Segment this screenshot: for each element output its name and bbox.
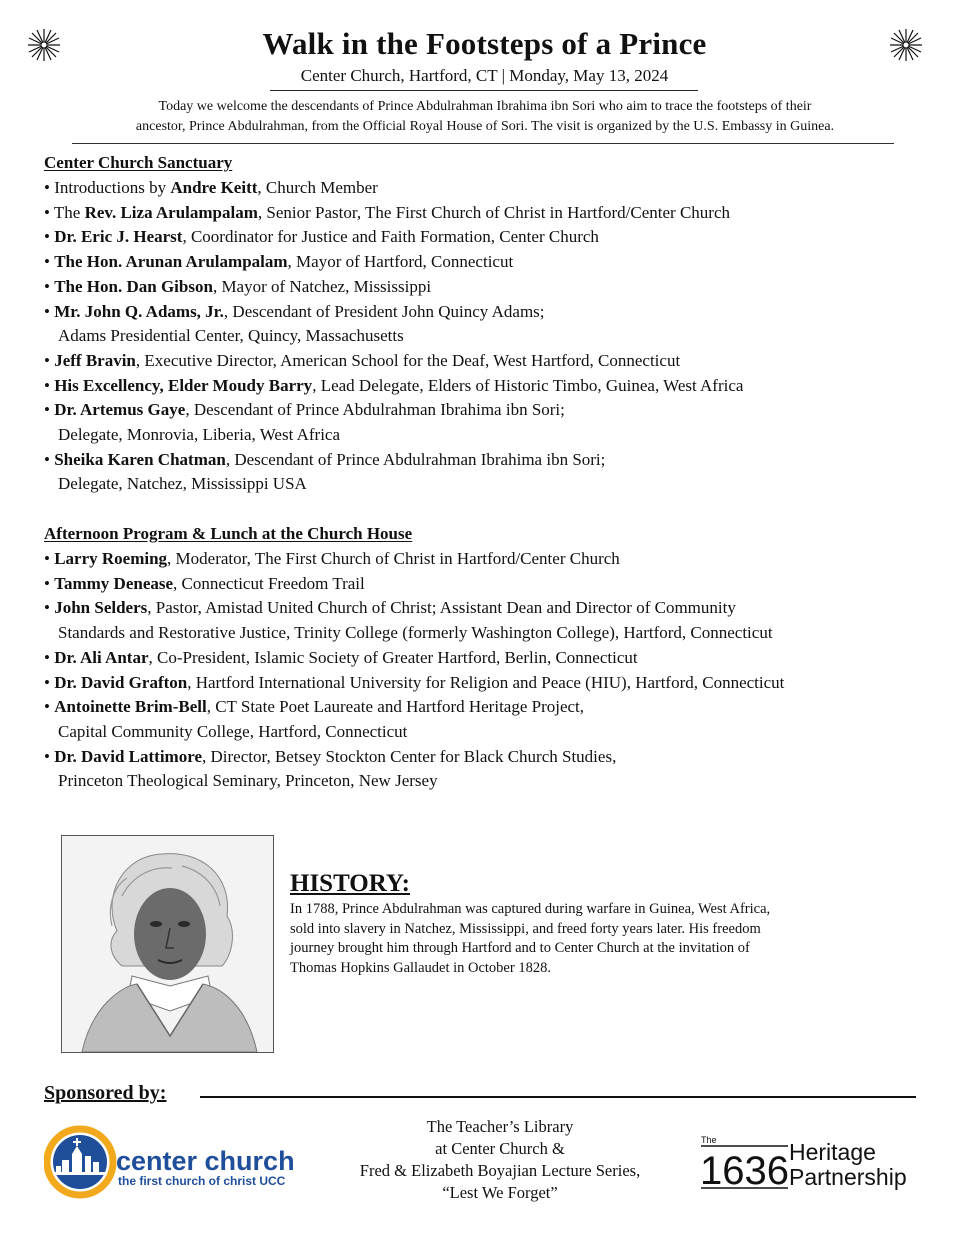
history-heading: HISTORY: (290, 870, 411, 897)
speaker-item: • Tammy Denease, Connecticut Freedom Trail (44, 573, 365, 593)
speaker-name: John Selders (54, 598, 148, 618)
speaker-name: Larry Roeming (54, 549, 168, 568)
title-divider (270, 90, 698, 91)
speaker-item: • The Hon. Dan Gibson, Mayor of Natchez, Mississippi (44, 276, 432, 296)
portrait-image (61, 835, 274, 1053)
event-subtitle: Center Church, Hartford, CT | Monday, May 13, 2024 (300, 66, 669, 85)
history-line: Thomas Hopkins Gallaudet in October 1828. (290, 959, 551, 976)
section-title-sanctuary: Center Church Sanctuary (44, 153, 233, 172)
speaker-name: Sheika Karen Chatman (54, 449, 226, 469)
speaker-name: Dr. David Lattimore (54, 746, 202, 766)
speaker-name: Dr. Eric J. Hearst (54, 227, 183, 247)
speaker-item: • Dr. Eric J. Hearst, Coordinator for Justice and Faith Formation, Center Church (44, 227, 599, 247)
intro-line: Today we welcome the descendants of Prince Abdulrahman Ibrahima ibn Sori who aim to trace the footsteps of their (158, 99, 812, 114)
speaker-item: • Dr. David Grafton, Hartford International University for Religion and Peace (HIU), Hartford, Connecticut (44, 672, 785, 692)
intro-paragraph (70, 97, 900, 137)
history-paragraph (290, 900, 880, 978)
speaker-item: • The Hon. Arunan Arulampalam, Mayor of Hartford, Connecticut (44, 252, 514, 272)
speaker-name: The Hon. Dan Gibson (54, 276, 213, 296)
speaker-name: Antoinette Brim-Bell (54, 697, 207, 717)
page-title: Walk in the Footsteps of a Prince (262, 26, 707, 61)
speaker-item: • His Excellency, Elder Moudy Barry, Lead Delegate, Elders of Historic Timbo, Guinea, West Africa (44, 375, 744, 395)
speaker-name: Mr. John Q. Adams, Jr. (54, 301, 224, 321)
speaker-name: The Hon. Arunan Arulampalam (54, 252, 288, 272)
sponsored-by-label: Sponsored by: (44, 1082, 167, 1104)
speaker-item: • Larry Roeming, Moderator, The First Church of Christ in Hartford/Center Church (44, 549, 620, 568)
speaker-name: Rev. Liza Arulampalam (84, 202, 258, 222)
sanctuary-speaker-list (44, 176, 743, 497)
center-church-name: center church (116, 1146, 295, 1176)
history-line: journey brought him through Hartford and to Center Church at the invitation of (290, 940, 750, 956)
speaker-item: • Antoinette Brim-Bell, CT State Poet Laureate and Hartford Heritage Project, Capital Community College, Hartford, Connecticut (44, 697, 585, 741)
history-line: sold into slavery in Natchez, Mississippi, and freed forty years later. His freedom (290, 920, 761, 937)
center-church-logo (44, 1124, 320, 1200)
speaker-item: • Dr. David Lattimore, Director, Betsey Stockton Center for Black Church Studies, Princeton Theological Seminary, Princeton, New Jersey (44, 746, 617, 791)
speaker-item: • Dr. Ali Antar, Co-President, Islamic Society of Greater Hartford, Berlin, Connecticut (44, 647, 638, 667)
speaker-name: His Excellency, Elder Moudy Barry (54, 375, 313, 395)
speaker-name: Dr. David Grafton (54, 672, 188, 692)
history-line: In 1788, Prince Abdulrahman was captured during warfare in Guinea, West Africa, (290, 901, 771, 917)
speaker-name: Tammy Denease (54, 573, 174, 593)
speaker-item: • Dr. Artemus Gaye, Descendant of Prince Abdulrahman Ibrahima ibn Sori; Delegate, Monrovia, Liberia, West Africa (44, 400, 565, 445)
speaker-item: • Jeff Bravin, Executive Director, American School for the Deaf, West Hartford, Connecticut (44, 350, 681, 370)
speaker-name: Jeff Bravin (54, 350, 136, 370)
library-line: “Lest We Forget” (442, 1183, 558, 1202)
heritage-year: 1636 (700, 1149, 789, 1193)
intro-divider (72, 143, 894, 144)
section-title-afternoon: Afternoon Program & Lunch at the Church House (44, 524, 413, 543)
speaker-item: • Mr. John Q. Adams, Jr., Descendant of President John Quincy Adams; Adams Presidential Center, Quincy, Massachusetts (44, 301, 545, 346)
heritage-word: Heritage (789, 1139, 876, 1165)
library-sponsor-text (320, 1116, 680, 1204)
speaker-item: • Sheika Karen Chatman, Descendant of Prince Abdulrahman Ibrahima ibn Sori; Delegate, Natchez, Mississippi USA (44, 449, 606, 494)
speaker-name: Dr. Artemus Gaye (54, 400, 186, 420)
speaker-name: Dr. Ali Antar (54, 647, 149, 667)
sponsor-divider (200, 1096, 916, 1098)
speaker-item: • Introductions by Andre Keitt, Church Member (44, 178, 378, 197)
afternoon-speaker-list (44, 547, 784, 794)
heritage-partnership-logo (700, 1132, 930, 1196)
library-line: Fred & Elizabeth Boyajian Lecture Series, (359, 1161, 641, 1180)
center-church-tagline: the first church of christ UCC (118, 1174, 286, 1188)
partnership-word: Partnership (789, 1164, 907, 1190)
speaker-item: • John Selders, Pastor, Amistad United Church of Christ; Assistant Dean and Director of Community Standards and Restorative Justice, Trinity College (formerly Washington College), Hartford, Connecticut (44, 598, 773, 643)
church-skyline-icon (47, 1129, 113, 1195)
library-line: The Teacher’s Library (426, 1117, 574, 1136)
speaker-item: • The Rev. Liza Arulampalam, Senior Pastor, The First Church of Christ in Hartford/Center Church (44, 202, 730, 222)
library-line: at Center Church & (435, 1139, 565, 1158)
heritage-the: The (701, 1135, 717, 1145)
intro-line: ancestor, Prince Abdulrahman, from the Official Royal House of Sori. The visit is organized by the U.S. Embassy in Guinea. (135, 119, 835, 134)
speaker-name: Andre Keitt (170, 178, 258, 197)
